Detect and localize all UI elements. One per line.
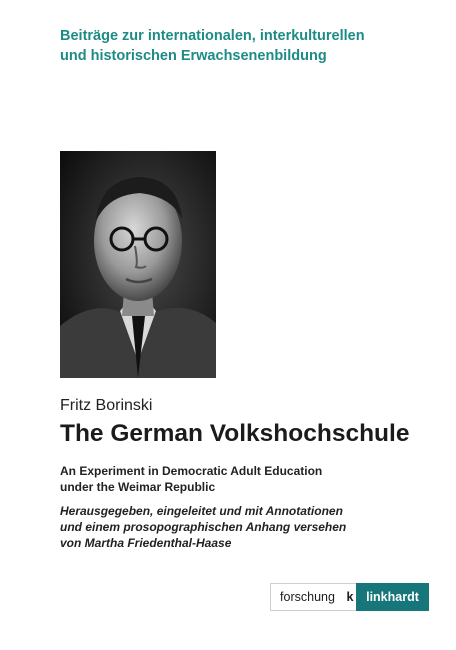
editor-note xyxy=(60,503,346,551)
publisher-logo-left: forschung xyxy=(270,583,344,611)
book-title: The German Volkshochschule xyxy=(60,420,410,447)
book-subtitle xyxy=(60,463,322,495)
publisher-logo xyxy=(270,583,429,611)
editor-line-2: und einem prosopographischen Anhang versehen xyxy=(60,520,347,534)
author-portrait xyxy=(60,151,216,378)
publisher-logo-right: linkhardt xyxy=(356,583,429,611)
series-title xyxy=(60,26,365,66)
series-title-line-2: und historischen Erwachsenenbildung xyxy=(60,48,327,64)
publisher-logo-mark: k xyxy=(344,583,356,611)
editor-line-1: Herausgegeben, eingeleitet und mit Annotationen xyxy=(60,504,343,518)
editor-line-3: von Martha Friedenthal-Haase xyxy=(60,536,232,550)
subtitle-line-2: under the Weimar Republic xyxy=(60,480,216,494)
series-title-line-1: Beiträge zur internationalen, interkulturellen xyxy=(60,28,365,44)
author-name: Fritz Borinski xyxy=(60,397,153,414)
subtitle-line-1: An Experiment in Democratic Adult Education xyxy=(60,464,323,478)
